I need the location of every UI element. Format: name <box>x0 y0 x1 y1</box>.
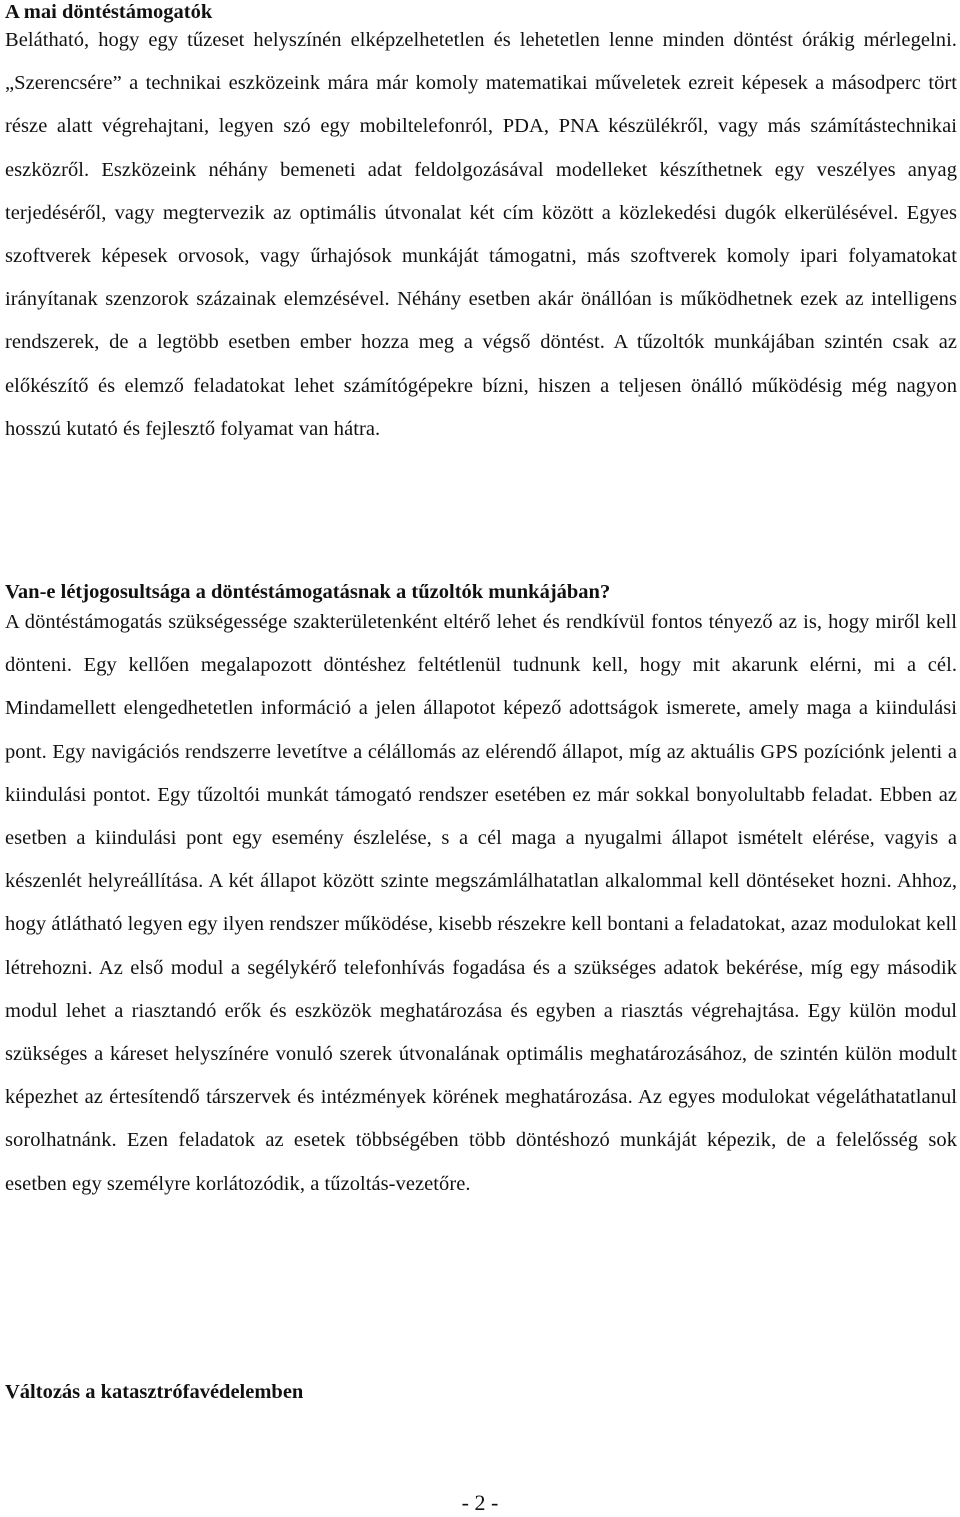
paragraph-justification: A döntéstámogatás szükségessége szakterületenként eltérő lehet és rendkívül fontos tényező az is, hogy miről kell dönteni. Egy kellően megalapozott döntéshez feltétlenül tudnunk kell, hogy mit akarunk elérni, mi a cél. Mindamellett elengedhetetlen információ a jelen állapotot képező adottságok ismerete, amely maga a kiindulási pont. Egy navigációs rendszerre levetítve a célállomás az elérendő állapot, míg az aktuális GPS pozíciónk jelenti a kiindulási pontot. Egy tűzoltói munkát támogató rendszer esetében ez már sokkal bonyolultabb feladat. Ebben az esetben a kiindulási pont egy esemény észlelése, s a cél maga a nyugalmi állapot ismételt elérése, vagyis a készenlét helyreállítása. A két állapot között szinte megszámlálhatatlan alkalommal kell döntéseket hozni. Ahhoz, hogy átlátható legyen egy ilyen rendszer működése, kisebb részekre kell bontani a feladatokat, azaz modulokat kell létrehozni. Az első modul a segélykérő telefonhívás fogadása és a szükséges adatok bekérése, míg egy második modul lehet a riasztandó erők és eszközök meghatározása és egyben a riasztás végrehajtása. Egy külön modul szükséges a káreset helyszínére vonuló szerek útvonalának optimális meghatározásához, de szintén külön modult képezhet az értesítendő társzervek és intézmények körének meghatározása. Az egyes modulokat végeláthatatlanul sorolhatnánk. Ezen feladatok az esetek többségében több döntéshozó munkáját képezik, de a felelősség sok esetben egy személyre korlátozódik, a tűzoltás-vezetőre. <box>5 611 957 1195</box>
section-heading-current-decision-support: A mai döntéstámogatók <box>5 1 213 23</box>
section-heading-change-in-disaster-management: Változás a katasztrófavédelemben <box>5 1381 304 1403</box>
section-heading-justification: Van-e létjogosultsága a döntéstámogatásnak a tűzoltók munkájában? <box>5 581 611 603</box>
paragraph-current-decision-support: Belátható, hogy egy tűzeset helyszínén elképzelhetetlen és lehetetlen lenne minden döntést órákig mérlegelni. „Szerencsére” a technikai eszközeink mára már komoly matematikai műveletek ezreit képesek a másodperc tört része alatt végrehajtani, legyen szó egy mobiltelefonról, PDA, PNA készülékről, vagy más számítástechnikai eszközről. Eszközeink néhány bemeneti adat feldolgozásával modelleket készíthetnek egy veszélyes anyag terjedéséről, vagy megtervezik az optimális útvonalat két cím között a közlekedési dugók elkerülésével. Egyes szoftverek képesek orvosok, vagy űrhajósok munkáját támogatni, más szoftverek komoly ipari folyamatokat irányítanak szenzorok százainak elemzésével. Néhány esetben akár önállóan is működhetnek ezek az intelligens rendszerek, de a legtöbb esetben ember hozza meg a végső döntést. A tűzoltók munkájában szintén csak az előkészítő és elemző feladatokat lehet számítógépekre bízni, hiszen a teljesen önálló működésig még nagyon hosszú kutató és fejlesztő folyamat van hátra. <box>5 29 957 440</box>
page-number: - 2 - <box>461 1490 499 1515</box>
